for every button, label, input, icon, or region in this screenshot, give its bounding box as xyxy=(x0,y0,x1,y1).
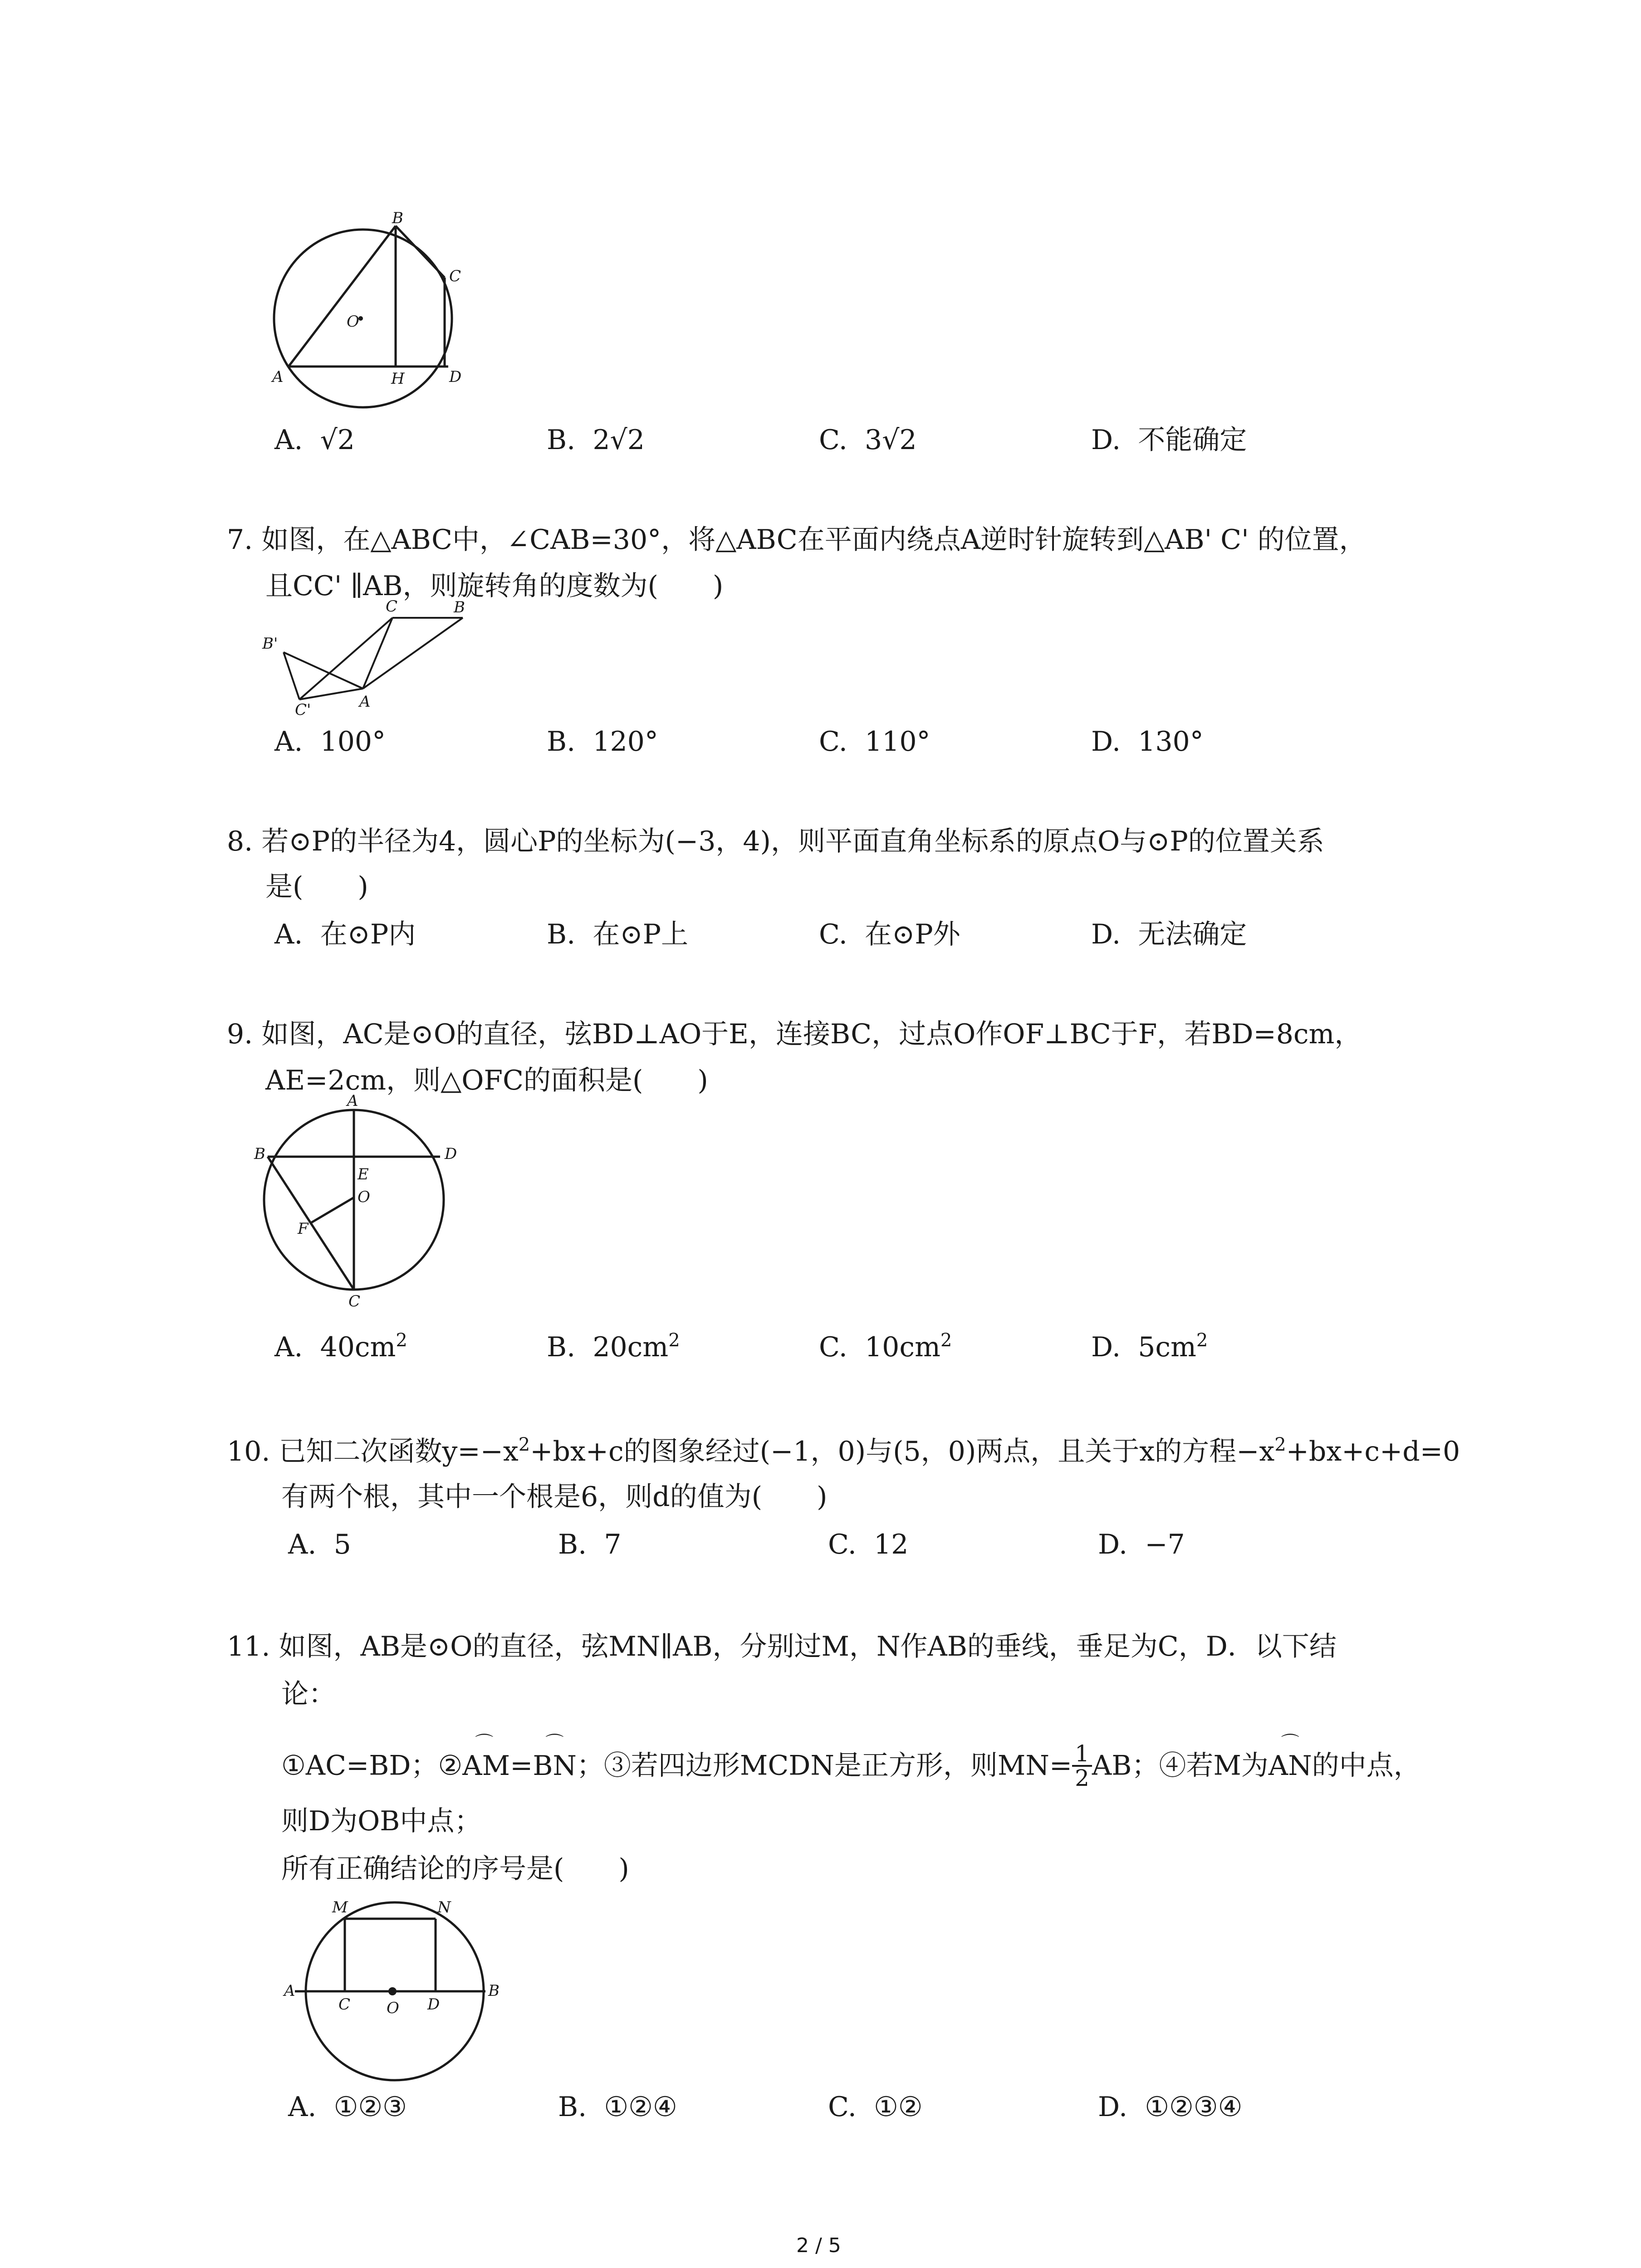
q11-figure xyxy=(281,1887,517,2087)
svg-text:B: B xyxy=(488,1982,500,2000)
svg-text:B: B xyxy=(392,209,403,227)
svg-text:B': B' xyxy=(262,635,278,653)
svg-text:C: C xyxy=(348,1292,361,1310)
q11-stem-line4: 则D为OB中点； xyxy=(281,1805,482,1837)
svg-text:D: D xyxy=(445,1145,457,1163)
q10-stem-line2: 有两个根，其中一个根是6，则d的值为( ) xyxy=(281,1481,828,1513)
q11-option-c[interactable]: C. ①② xyxy=(828,2091,923,2123)
q7-option-d[interactable]: D. 130° xyxy=(1091,726,1204,758)
q7-figure xyxy=(259,599,476,726)
q11-option-d[interactable]: D. ①②③④ xyxy=(1098,2091,1243,2123)
q11-stem-line1: 11. 如图，AB是⊙O的直径，弦MN∥AB，分别过M，N作AB的垂线，垂足为C，D．以下结 xyxy=(227,1631,1337,1662)
svg-text:C: C xyxy=(449,267,461,285)
q11-stem-line5: 所有正确结论的序号是( ) xyxy=(281,1853,629,1885)
svg-text:B: B xyxy=(454,598,465,616)
q9-option-b[interactable]: B. $20cm^2$ xyxy=(547,1330,680,1363)
q11-stem-line3: ①AC=BD；② ⌒ AM= ⌒ BN；③若四边形MCDN是正方形，则MN= $\frac{1}{2}$ AB；④若M为 ⌒ AN的中点， xyxy=(281,1732,1421,1791)
q8-option-d[interactable]: D. 无法确定 xyxy=(1091,919,1247,950)
svg-text:O: O xyxy=(387,1999,399,2017)
svg-text:A: A xyxy=(284,1982,295,2000)
svg-text:D: D xyxy=(449,368,462,386)
svg-text:C': C' xyxy=(295,701,311,719)
q8-option-a[interactable]: A. 在⊙P内 xyxy=(274,919,416,950)
q11-option-a[interactable]: A. ①②③ xyxy=(288,2091,407,2123)
q10-option-c[interactable]: C. 12 xyxy=(828,1529,909,1560)
q7-option-a[interactable]: A. 100° xyxy=(274,726,386,758)
svg-text:A: A xyxy=(359,693,371,711)
q10-option-b[interactable]: B. 7 xyxy=(558,1529,622,1560)
q6-option-c[interactable]: C. 3√2 xyxy=(819,424,917,456)
q10-option-d[interactable]: D. −7 xyxy=(1098,1529,1185,1560)
q9-figure xyxy=(254,1089,463,1310)
q11-option-b[interactable]: B. ①②④ xyxy=(558,2091,677,2123)
q7-stem-line1: 7. 如图，在△ABC中，∠CAB=30°，将△ABC在平面内绕点A逆时针旋转到△AB' C' 的位置， xyxy=(227,524,1367,556)
q7-stem-line2: 且CC' ∥AB，则旋转角的度数为( ) xyxy=(265,570,724,602)
svg-text:O: O xyxy=(347,313,359,331)
q9-option-d[interactable]: D. $5cm^2$ xyxy=(1091,1330,1208,1363)
q6-option-d[interactable]: D. 不能确定 xyxy=(1091,424,1247,456)
svg-text:C: C xyxy=(386,597,398,616)
q8-stem-line1: 8. 若⊙P的半径为4，圆心P的坐标为(−3，4)，则平面直角坐标系的原点O与⊙P的位置关系 xyxy=(227,826,1324,857)
q9-option-a[interactable]: A. $40cm^2$ xyxy=(274,1330,407,1363)
q6-option-b[interactable]: B. 2√2 xyxy=(547,424,645,456)
q10-option-a[interactable]: A. 5 xyxy=(288,1529,351,1560)
svg-text:M: M xyxy=(332,1898,348,1916)
svg-text:O: O xyxy=(358,1188,370,1206)
svg-text:H: H xyxy=(391,370,405,388)
q6-option-a[interactable]: A. √2 xyxy=(274,424,355,456)
page-number: 2 / 5 xyxy=(796,2234,841,2257)
q11-stem-line2: 论： xyxy=(281,1678,336,1710)
svg-text:F: F xyxy=(298,1220,309,1238)
q9-stem-line2: AE=2cm，则△OFC的面积是( ) xyxy=(265,1065,708,1096)
q8-option-b[interactable]: B. 在⊙P上 xyxy=(547,919,688,950)
q7-option-c[interactable]: C. 110° xyxy=(819,726,931,758)
svg-text:A: A xyxy=(347,1092,358,1110)
q9-stem-line1: 9. 如图，AC是⊙O的直径，弦BD⊥AO于E，连接BC，过点O作OF⊥BC于F，若BD=8cm， xyxy=(227,1018,1362,1050)
q10-stem-line1: 10. 已知二次函数$y=-x^2+bx+c$的图象经过(−1，0)与(5，0)两点，且关于x的方程$-x^2+bx+c+d=0$ xyxy=(227,1434,1460,1467)
q6-figure xyxy=(254,209,517,395)
svg-text:E: E xyxy=(358,1165,369,1183)
svg-text:A: A xyxy=(272,368,284,386)
svg-text:C: C xyxy=(338,1995,351,2014)
svg-text:B: B xyxy=(254,1145,265,1163)
q9-option-c[interactable]: C. $10cm^2$ xyxy=(819,1330,952,1363)
q7-option-b[interactable]: B. 120° xyxy=(547,726,658,758)
svg-text:D: D xyxy=(427,1995,440,2014)
q8-stem-line2: 是( ) xyxy=(265,871,368,903)
q8-option-c[interactable]: C. 在⊙P外 xyxy=(819,919,960,950)
svg-text:N: N xyxy=(437,1898,451,1916)
